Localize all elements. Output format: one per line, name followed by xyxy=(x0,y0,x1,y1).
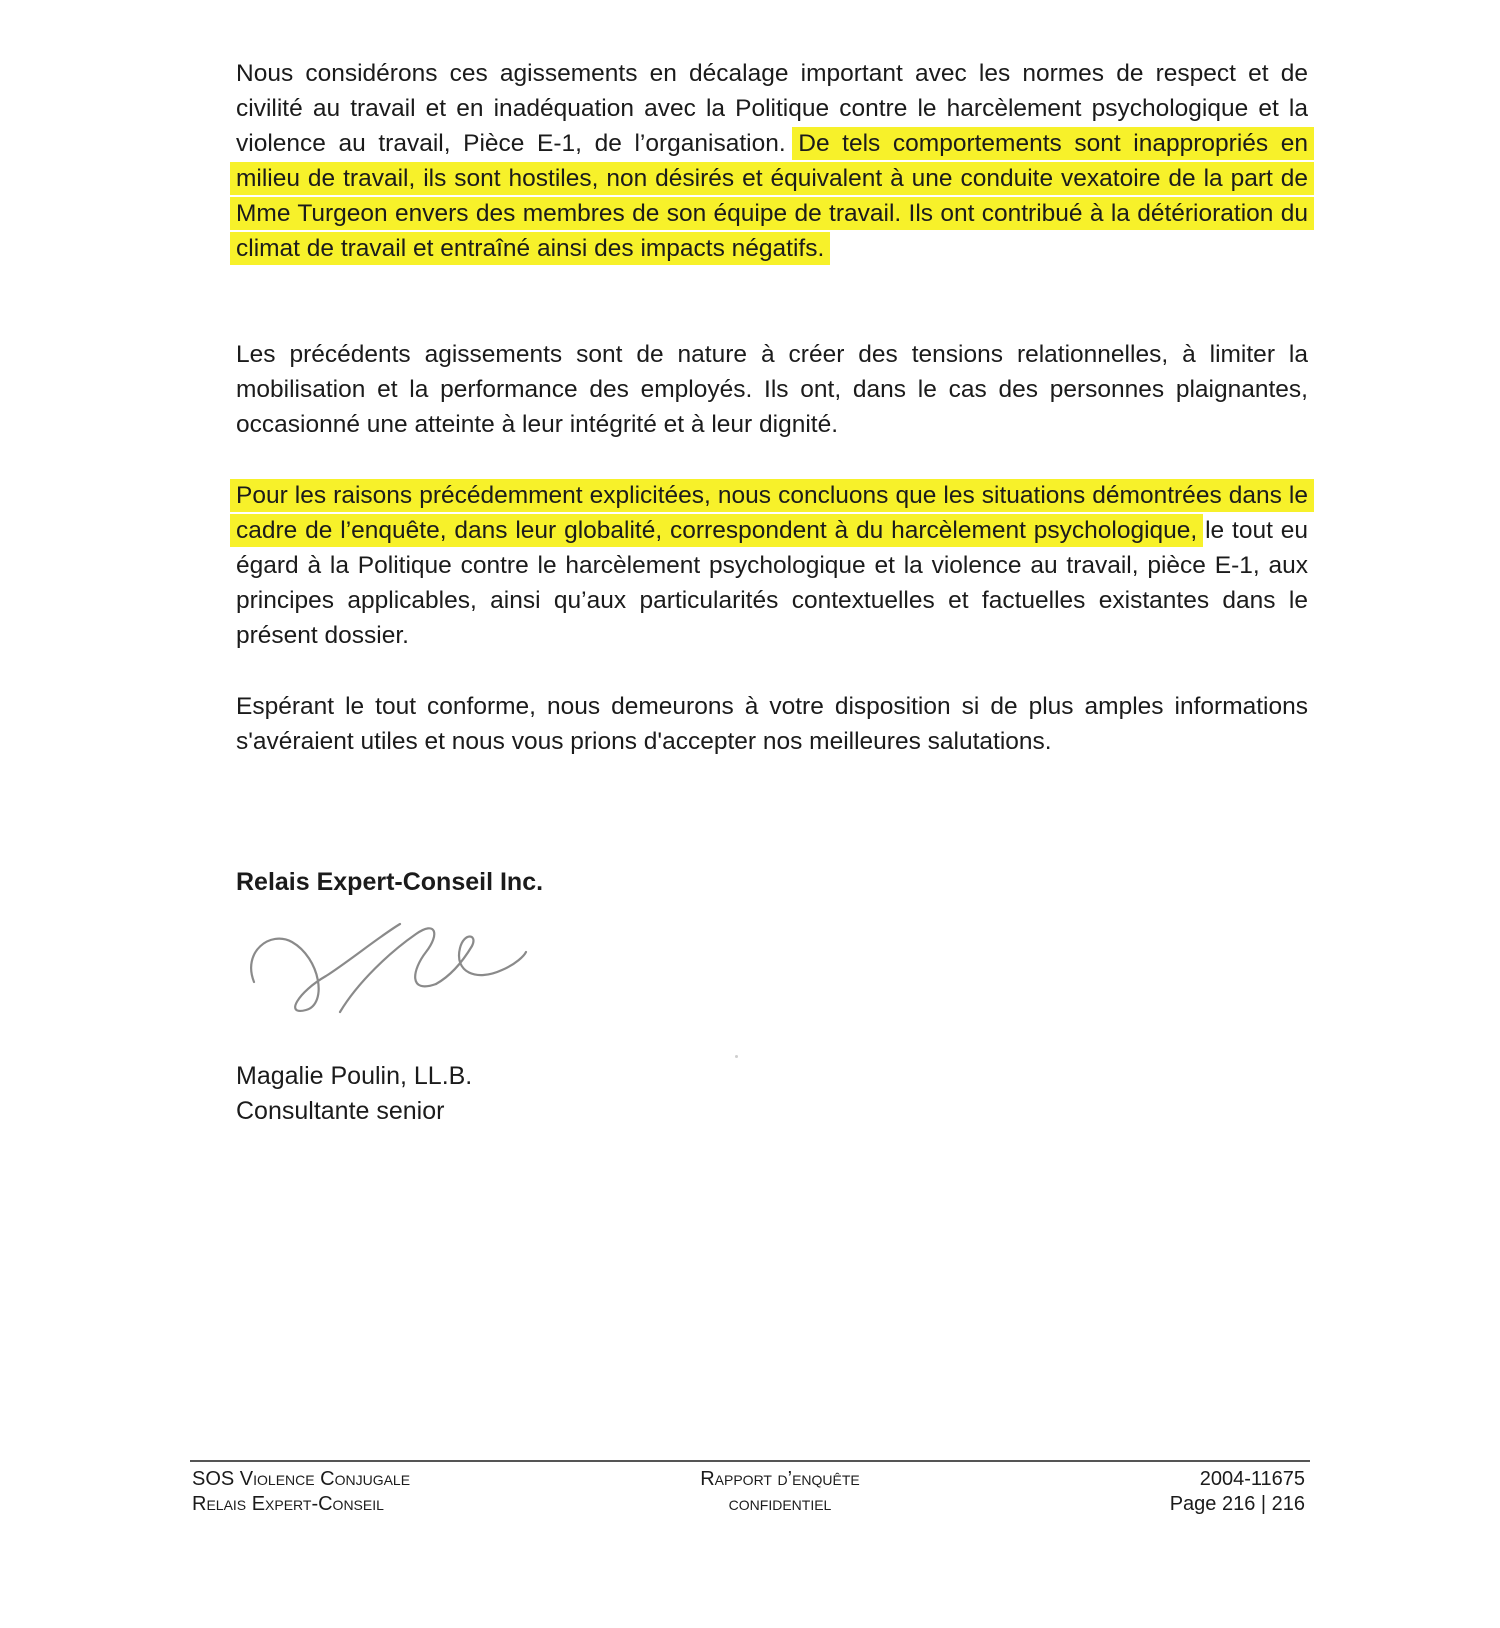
scan-speck xyxy=(735,1055,738,1058)
footer-file-number: 2004-11675 xyxy=(1199,1468,1305,1490)
paragraph-conduct-assessment xyxy=(236,56,1308,266)
paragraph-plain-text: Nous considérons ces agissements en décalage important avec les normes de respect et de civilité au travail et en inadéquation avec la Politique contre le harcèlement psychologique et la violence au travail, Pièce E-1, de l’organisation. xyxy=(236,60,1308,157)
company-name: Relais Expert-Conseil Inc. xyxy=(236,868,544,896)
handwritten-signature xyxy=(240,912,550,1032)
footer-report-title: Rapport d’enquête xyxy=(700,1468,860,1490)
highlighted-text: Pour les raisons précédemment explicitées, nous concluons que les situations démontrées dans le cadre de l’enquête, dans leur globalité, correspondent à du harcèlement psychologique, xyxy=(236,479,1308,547)
signer-name: Magalie Poulin, LL.B. xyxy=(236,1062,473,1090)
signer-block xyxy=(236,1059,472,1129)
footer-divider xyxy=(190,1460,1310,1462)
footer-center xyxy=(650,1467,910,1517)
paragraph-plain-text: le tout eu égard à la Politique contre le harcèlement psychologique et la violence au travail, pièce E-1, aux principes applicables, ainsi qu’aux particularités contextuelles et factuelles existantes dans le présent dossier. xyxy=(236,517,1308,649)
footer-confidential: confidentiel xyxy=(728,1493,832,1515)
footer-page-number: Page 216 | 216 xyxy=(1169,1493,1305,1515)
highlighted-text: De tels comportements sont inappropriés en milieu de travail, ils sont hostiles, non désirés et équivalent à une conduite vexatoire de la part de Mme Turgeon envers des membres de son équipe de travail. Ils ont contribué à la détérioration du climat de travail et entraîné ainsi des impacts négatifs. xyxy=(236,127,1308,265)
footer-firm: Relais Expert-Conseil xyxy=(192,1493,384,1515)
footer-client: SOS Violence Conjugale xyxy=(192,1468,411,1490)
footer-left xyxy=(192,1467,410,1517)
paragraph-conclusion xyxy=(236,478,1308,653)
signer-title: Consultante senior xyxy=(236,1097,445,1125)
paragraph-impacts: Les précédents agissements sont de nature à créer des tensions relationnelles, à limiter la mobilisation et la performance des employés. Ils ont, dans le cas des personnes plaignantes, occasionné une atteinte à leur intégrité et à leur dignité. xyxy=(236,341,1308,438)
paragraph-closing: Espérant le tout conforme, nous demeurons à votre disposition si de plus amples informations s'avéraient utiles et nous vous prions d'accepter nos meilleures salutations. xyxy=(236,693,1308,755)
footer-right xyxy=(1080,1467,1305,1517)
